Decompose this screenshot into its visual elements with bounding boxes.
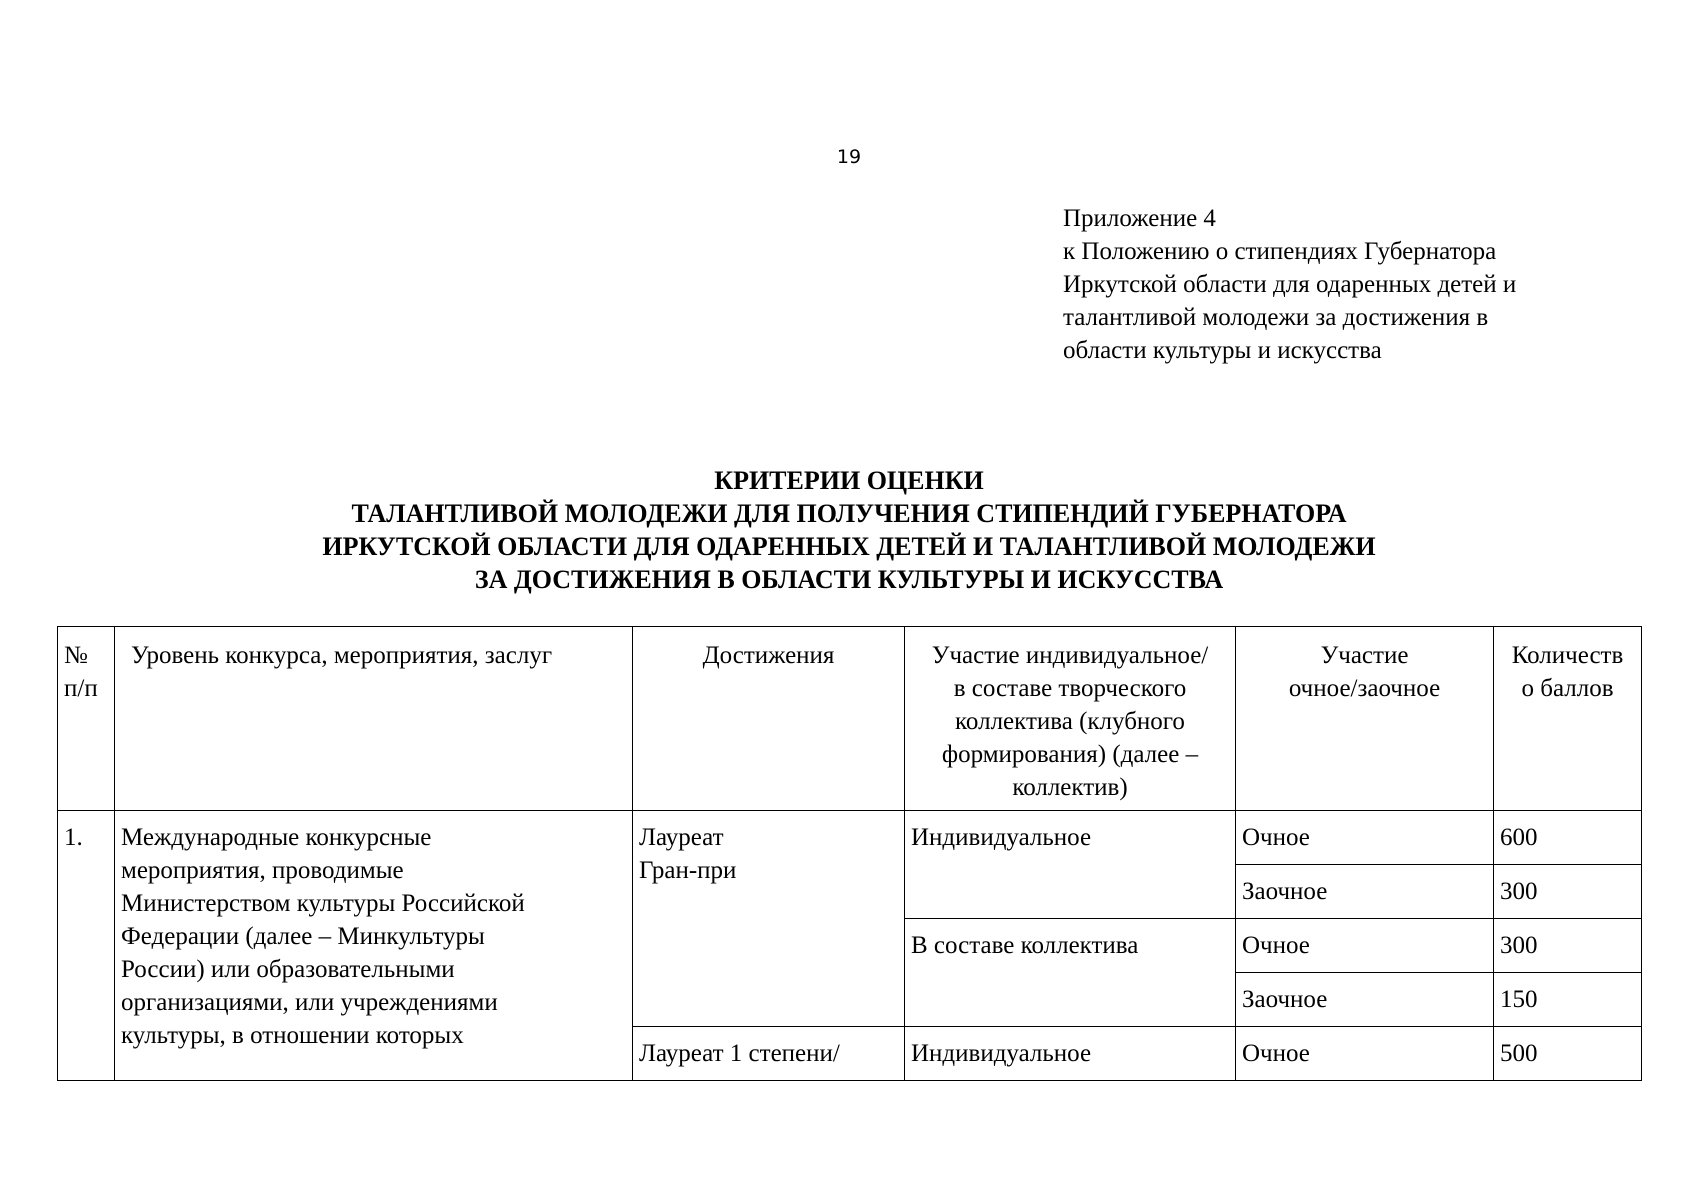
participation-individual: Индивидуальное <box>905 1027 1236 1081</box>
participation-individual: Индивидуальное <box>905 811 1236 919</box>
header-participation-type-line: коллектив) <box>1012 774 1128 801</box>
title-line: КРИТЕРИИ ОЦЕНКИ <box>714 466 984 495</box>
section-level-line: Федерации (далее – Минкультуры <box>121 923 485 950</box>
table-header-row <box>58 627 1642 811</box>
achievement-line: Гран-при <box>639 857 737 884</box>
header-number-line: п/п <box>64 675 98 702</box>
points-value: 300 <box>1494 919 1642 973</box>
criteria-table <box>57 626 1642 1081</box>
header-level: Уровень конкурса, мероприятия, заслуг <box>115 627 633 811</box>
title-line: ИРКУТСКОЙ ОБЛАСТИ ДЛЯ ОДАРЕННЫХ ДЕТЕЙ И ТАЛАНТЛИВОЙ МОЛОДЕЖИ <box>322 532 1376 561</box>
appendix-line: Иркутской области для одаренных детей и <box>1063 271 1517 298</box>
header-points <box>1494 627 1642 811</box>
appendix-line: области культуры и искусства <box>1063 337 1382 364</box>
header-points-line: о баллов <box>1521 675 1614 702</box>
header-number <box>58 627 115 811</box>
participation-collective: В составе коллектива <box>905 919 1236 1027</box>
appendix-line: к Положению о стипендиях Губернатора <box>1063 238 1497 265</box>
participation-mode: Заочное <box>1236 973 1494 1027</box>
table-row <box>58 811 1642 865</box>
header-participation-type-line: Участие индивидуальное/ <box>931 642 1209 669</box>
points-value: 500 <box>1494 1027 1642 1081</box>
achievement-laureate-1: Лауреат 1 степени/ <box>633 1027 905 1081</box>
header-participation-mode-line: Участие <box>1320 642 1409 669</box>
section-level-line: организациями, или учреждениями <box>121 989 498 1016</box>
header-participation-mode <box>1236 627 1494 811</box>
section-level <box>115 811 633 1081</box>
header-participation-mode-line: очное/заочное <box>1288 675 1441 702</box>
section-number: 1. <box>58 811 115 1081</box>
participation-mode: Очное <box>1236 811 1494 865</box>
title-line: ТАЛАНТЛИВОЙ МОЛОДЕЖИ ДЛЯ ПОЛУЧЕНИЯ СТИПЕНДИЙ ГУБЕРНАТОРА <box>351 499 1347 528</box>
header-participation-type-line: формирования) (далее – <box>941 741 1199 768</box>
participation-mode: Заочное <box>1236 865 1494 919</box>
title-line: ЗА ДОСТИЖЕНИЯ В ОБЛАСТИ КУЛЬТУРЫ И ИСКУССТВА <box>474 565 1224 594</box>
participation-mode: Очное <box>1236 919 1494 973</box>
points-value: 150 <box>1494 973 1642 1027</box>
section-level-line: Международные конкурсные <box>121 824 432 851</box>
appendix-line: талантливой молодежи за достижения в <box>1063 304 1489 331</box>
page-number: 19 <box>836 146 862 168</box>
participation-mode: Очное <box>1236 1027 1494 1081</box>
points-value: 300 <box>1494 865 1642 919</box>
header-points-line: Количеств <box>1511 642 1624 669</box>
header-achievement: Достижения <box>633 627 905 811</box>
document-title <box>0 464 1698 596</box>
achievement-grand-prix <box>633 811 905 1027</box>
header-participation-type-line: в составе творческого <box>953 675 1187 702</box>
points-value: 600 <box>1494 811 1642 865</box>
appendix-line: Приложение 4 <box>1063 205 1216 232</box>
section-level-line: мероприятия, проводимые <box>121 857 404 884</box>
section-level-line: культуры, в отношении которых <box>121 1022 464 1049</box>
appendix-note <box>1063 202 1623 367</box>
section-level-line: Министерством культуры Российской <box>121 890 525 917</box>
section-level-line: России) или образовательными <box>121 956 455 983</box>
achievement-line: Лауреат <box>639 824 724 851</box>
header-participation-type-line: коллектива (клубного <box>955 708 1185 735</box>
header-participation-type <box>905 627 1236 811</box>
header-number-line: № <box>64 642 88 669</box>
